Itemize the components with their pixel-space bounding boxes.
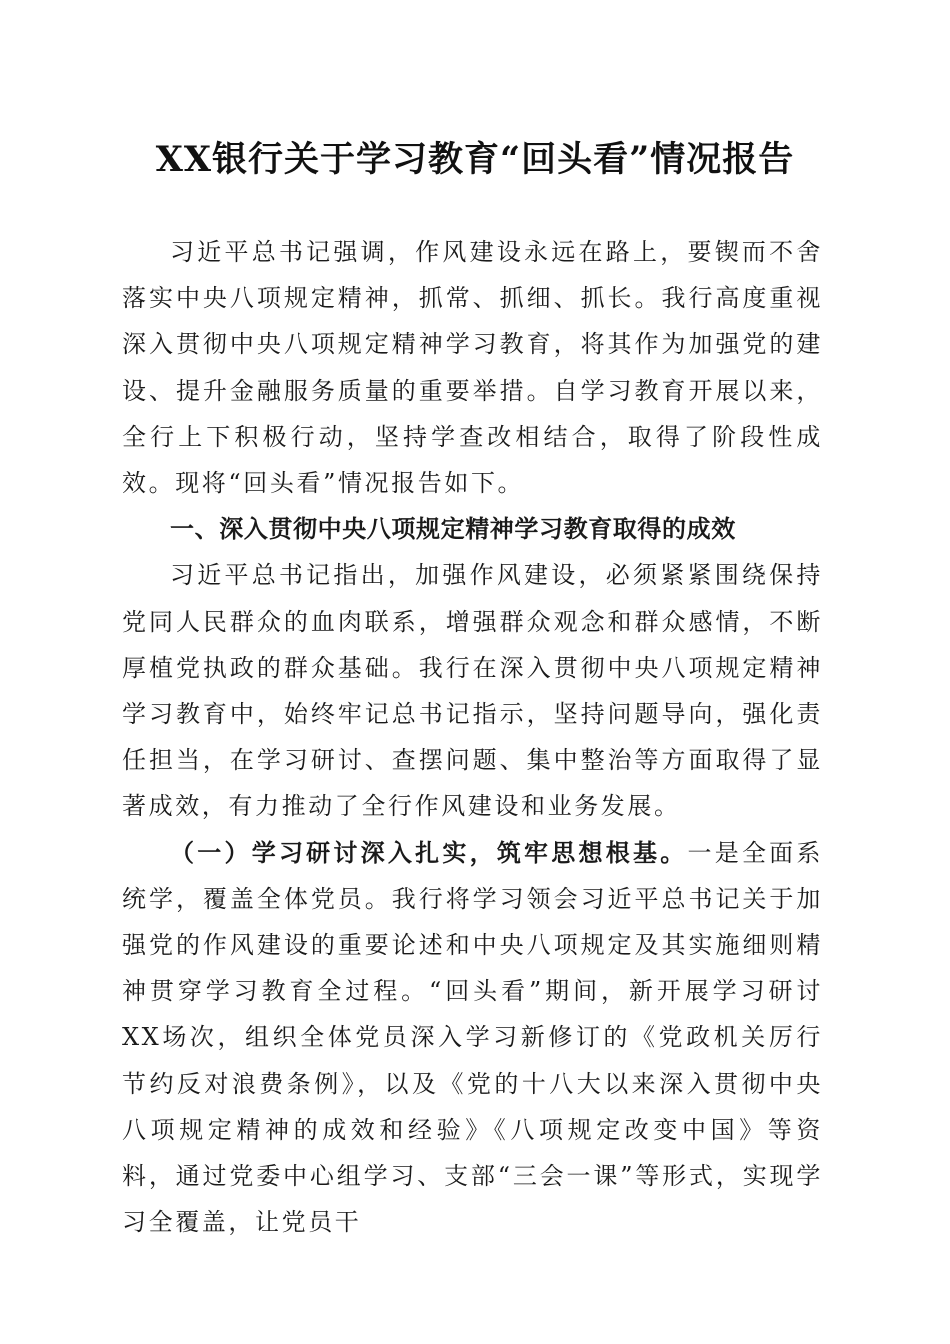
intro-paragraph: 习近平总书记强调，作风建设永远在路上，要锲而不舍落实中央八项规定精神，抓常、抓细、抓长。我行高度重视深入贯彻中央八项规定精神学习教育，将其作为加强党的建设、提升金融服务质量的重要举措。自学习教育开展以来，全行上下积极行动，坚持学查改相结合，取得了阶段性成效。现将“回头看”情况报告如下。: [122, 238, 823, 498]
subsection-heading-1: （一）学习研讨深入扎实，筑牢思想根基。: [170, 837, 688, 867]
section-1-paragraph: 习近平总书记指出，加强作风建设，必须紧紧围绕保持党同人民群众的血肉联系，增强群众观念和群众感情，不断厚植党执政的群众基础。我行在深入贯彻中央八项规定精神学习教育中，始终牢记总书记指示，坚持问题导向，强化责任担当，在学习研讨、查摆问题、集中整治等方面取得了显著成效，有力推动了全行作风建设和业务发展。: [122, 561, 823, 821]
subsection-1-paragraph: [122, 830, 823, 1246]
document-title: XX银行关于学习教育“回头看”情况报告: [155, 139, 795, 180]
document-body: [122, 229, 823, 1245]
section-heading-1: 一、深入贯彻中央八项规定精神学习教育取得的成效: [170, 515, 736, 544]
subsection-1-text: 一是全面系统学，覆盖全体党员。我行将学习领会习近平总书记关于加强党的作风建设的重要论述和中央八项规定及其实施细则精神贯穿学习教育全过程。“回头看”期间，新开展学习研讨XX场次，组织全体党员深入学习新修订的《党政机关厉行节约反对浪费条例》，以及《党的十八大以来深入贯彻中央八项规定精神的成效和经验》《八项规定改变中国》等资料，通过党委中心组学习、支部“三会一课”等形式，实现学习全覆盖，让党员干: [122, 838, 824, 1237]
